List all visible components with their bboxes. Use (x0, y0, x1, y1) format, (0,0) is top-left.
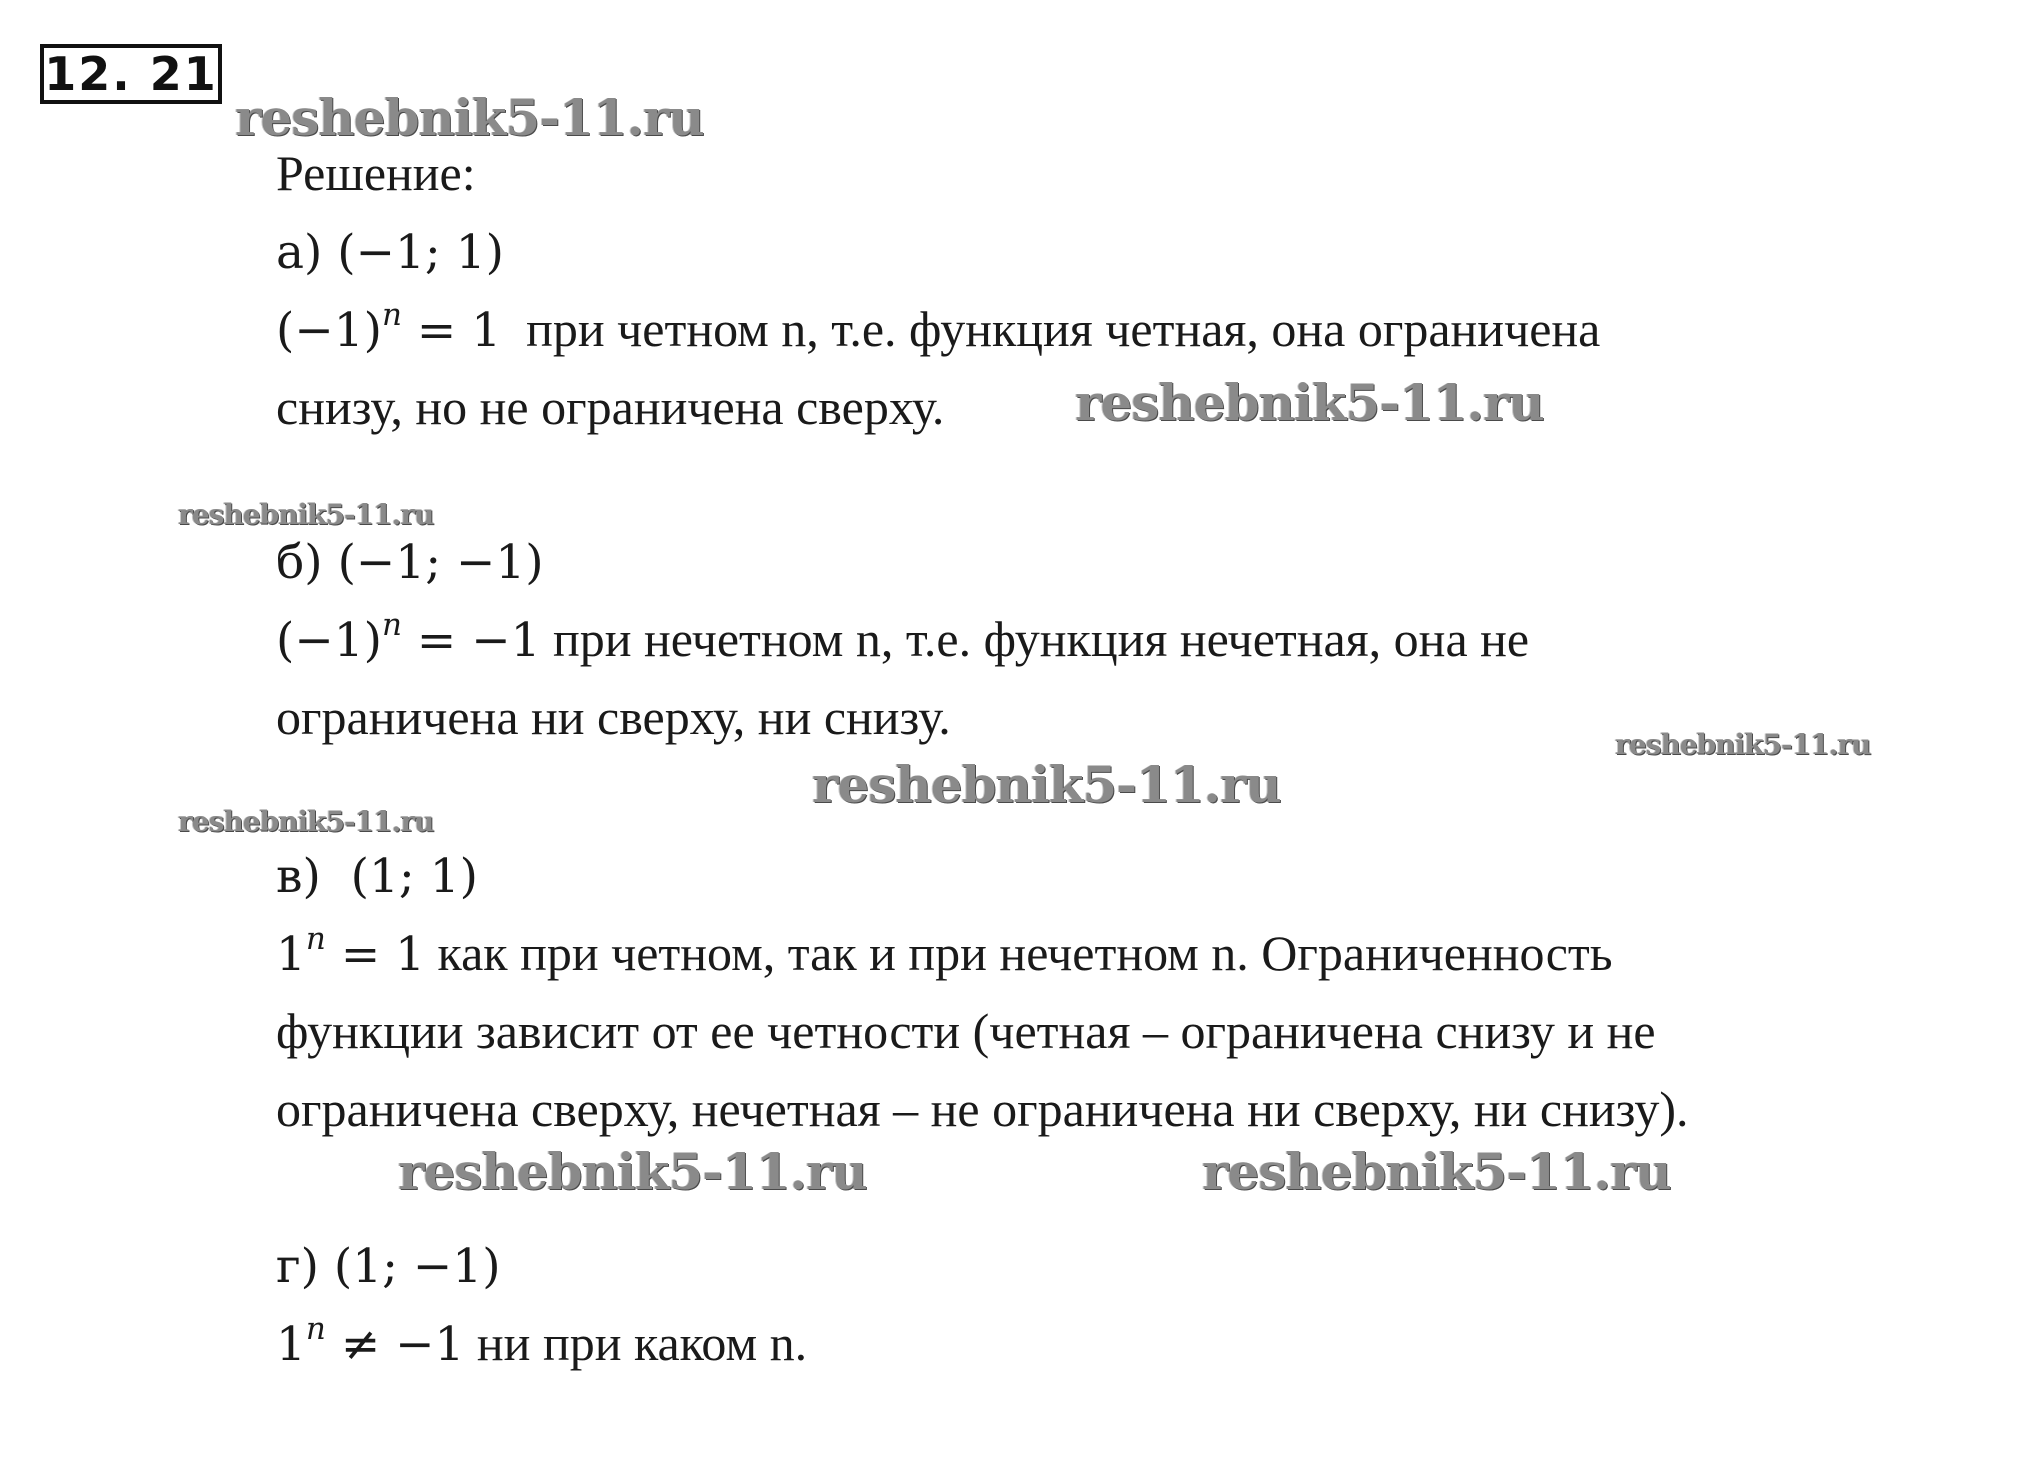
problem-number: 12. 21 (40, 44, 222, 104)
part-b-line-1: $(-1)^n = -1$ при нечетном n, т.е. функция нечетная, она не (276, 607, 1530, 668)
watermark: reshebnik5-11.ru (1615, 728, 1871, 761)
part-d-label: г) (1; −1) (276, 1239, 501, 1294)
watermark: reshebnik5-11.ru (1202, 1142, 1671, 1201)
part-a-line-1: $(-1)^n = 1$ при четном n, т.е. функция четная, она ограничена (276, 297, 1601, 358)
watermark: reshebnik5-11.ru (1075, 373, 1544, 432)
part-c-line-1: $1^n = 1$ как при четном, так и при нечетном n. Ограниченность (276, 921, 1613, 982)
part-d-line-1: $1^n \ne -1$ ни при каком n. (276, 1311, 808, 1372)
watermark: reshebnik5-11.ru (178, 498, 434, 531)
part-c-label: в) (1; 1) (276, 849, 478, 904)
part-a-line-2: снизу, но не ограничена сверху. (276, 379, 945, 435)
part-b-line-2: ограничена ни сверху, ни снизу. (276, 689, 951, 745)
part-c-line-3: ограничена сверху, нечетная – не ограничена ни сверху, ни снизу). (276, 1081, 1689, 1137)
watermark: reshebnik5-11.ru (398, 1142, 867, 1201)
watermark: reshebnik5-11.ru (235, 88, 704, 147)
part-b-label: б) (−1; −1) (276, 535, 544, 590)
solution-heading: Решение: (276, 145, 476, 201)
watermark: reshebnik5-11.ru (812, 755, 1281, 814)
part-c-line-2: функции зависит от ее четности (четная – ограничена снизу и не (276, 1003, 1656, 1059)
part-a-label: а) (−1; 1) (276, 225, 504, 280)
watermark: reshebnik5-11.ru (178, 805, 434, 838)
